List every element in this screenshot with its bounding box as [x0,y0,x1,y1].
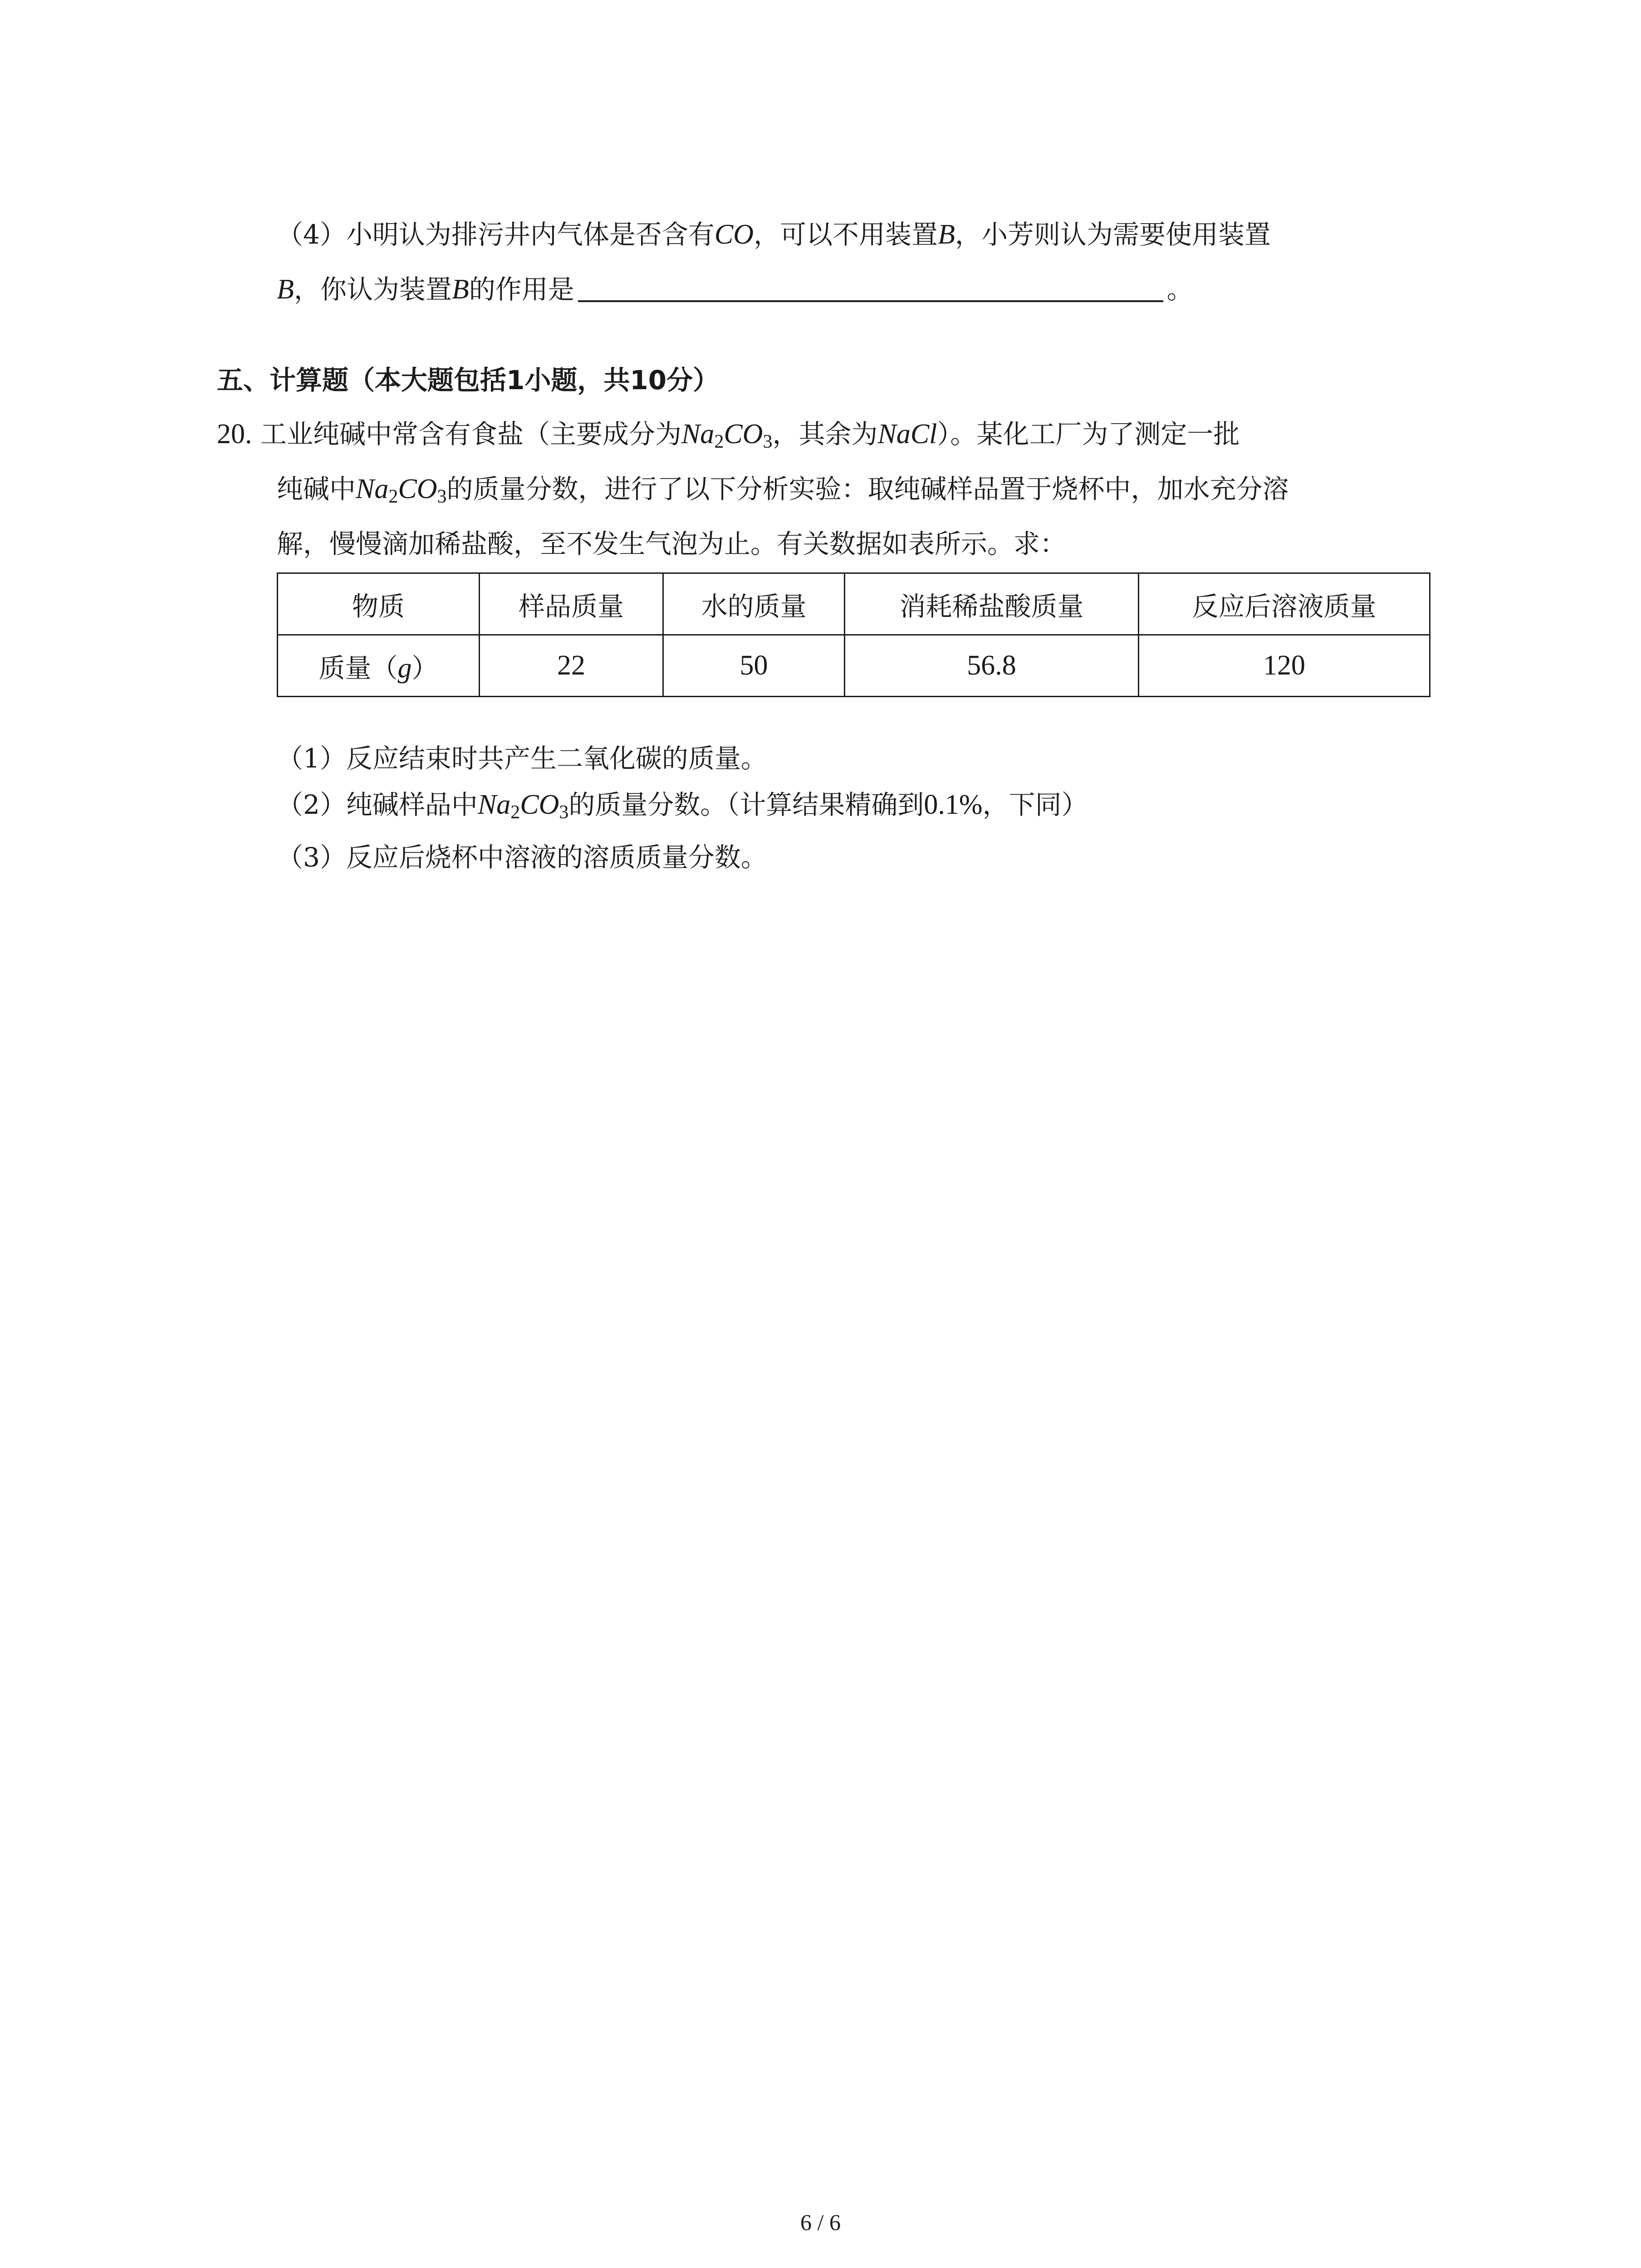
q20-line-2: 纯碱中$Na_2CO_3$的质量分数，进行了以下分析实验：取纯碱样品置于烧杯中，加水充分溶 [277,474,1289,507]
q4-text: （4）小明认为排污井内气体是否含有 [277,219,715,250]
data-table [277,572,1430,697]
section-heading: 五、计算题（本大题包括1小题，共10分） [217,365,720,396]
question-number: 20. [217,419,252,450]
table-cell: 22 [480,635,663,697]
device-b-label: B [451,274,469,305]
q4-line-2: B，你认为装置B的作用是 。 [277,274,1193,305]
q20-line-3: 解，慢慢滴加稀盐酸，至不发生气泡为止。有关数据如表所示。求： [277,528,1067,559]
table-header-row [278,573,1430,635]
table-header-cell: 物质 [278,573,480,635]
device-b-label: B [277,274,294,305]
sub-question-2: （2）纯碱样品中$Na_2CO_3$的质量分数。（计算结果精确到0.1%，下同） [277,789,1088,823]
table-cell: 56.8 [845,635,1139,697]
table-header-cell: 反应后溶液质量 [1139,573,1430,635]
q4-line-1: （4）小明认为排污井内气体是否含有CO，可以不用装置B，小芳则认为需要使用装置 [277,219,1271,250]
na2co3-formula: $Na_2CO_3$ [356,474,447,507]
table-cell: 120 [1139,635,1430,697]
device-b-label: B [938,219,955,250]
page-number: 6 / 6 [800,2209,841,2235]
sub-question-3: （3）反应后烧杯中溶液的溶质质量分数。 [277,842,767,873]
na2co3-formula: $Na_2CO_3$ [681,419,773,452]
table-header-cell: 样品质量 [480,573,663,635]
table-row [278,635,1430,697]
table-row-label: 质量（g） [278,635,480,697]
table-header-cell: 水的质量 [663,573,845,635]
q20-line-1: 20. 工业纯碱中常含有食盐（主要成分为$Na_2CO_3$，其余为NaCl）。某化工厂为了测定一批 [217,419,1240,452]
answer-blank[interactable] [578,276,1163,302]
co-formula: CO [714,219,754,250]
nacl-formula: NaCl [877,419,937,450]
table-cell: 50 [663,635,845,697]
table-header-cell: 消耗稀盐酸质量 [845,573,1139,635]
sub-question-1: （1）反应结束时共产生二氧化碳的质量。 [277,743,767,774]
na2co3-formula: $Na_2CO_3$ [477,789,569,823]
